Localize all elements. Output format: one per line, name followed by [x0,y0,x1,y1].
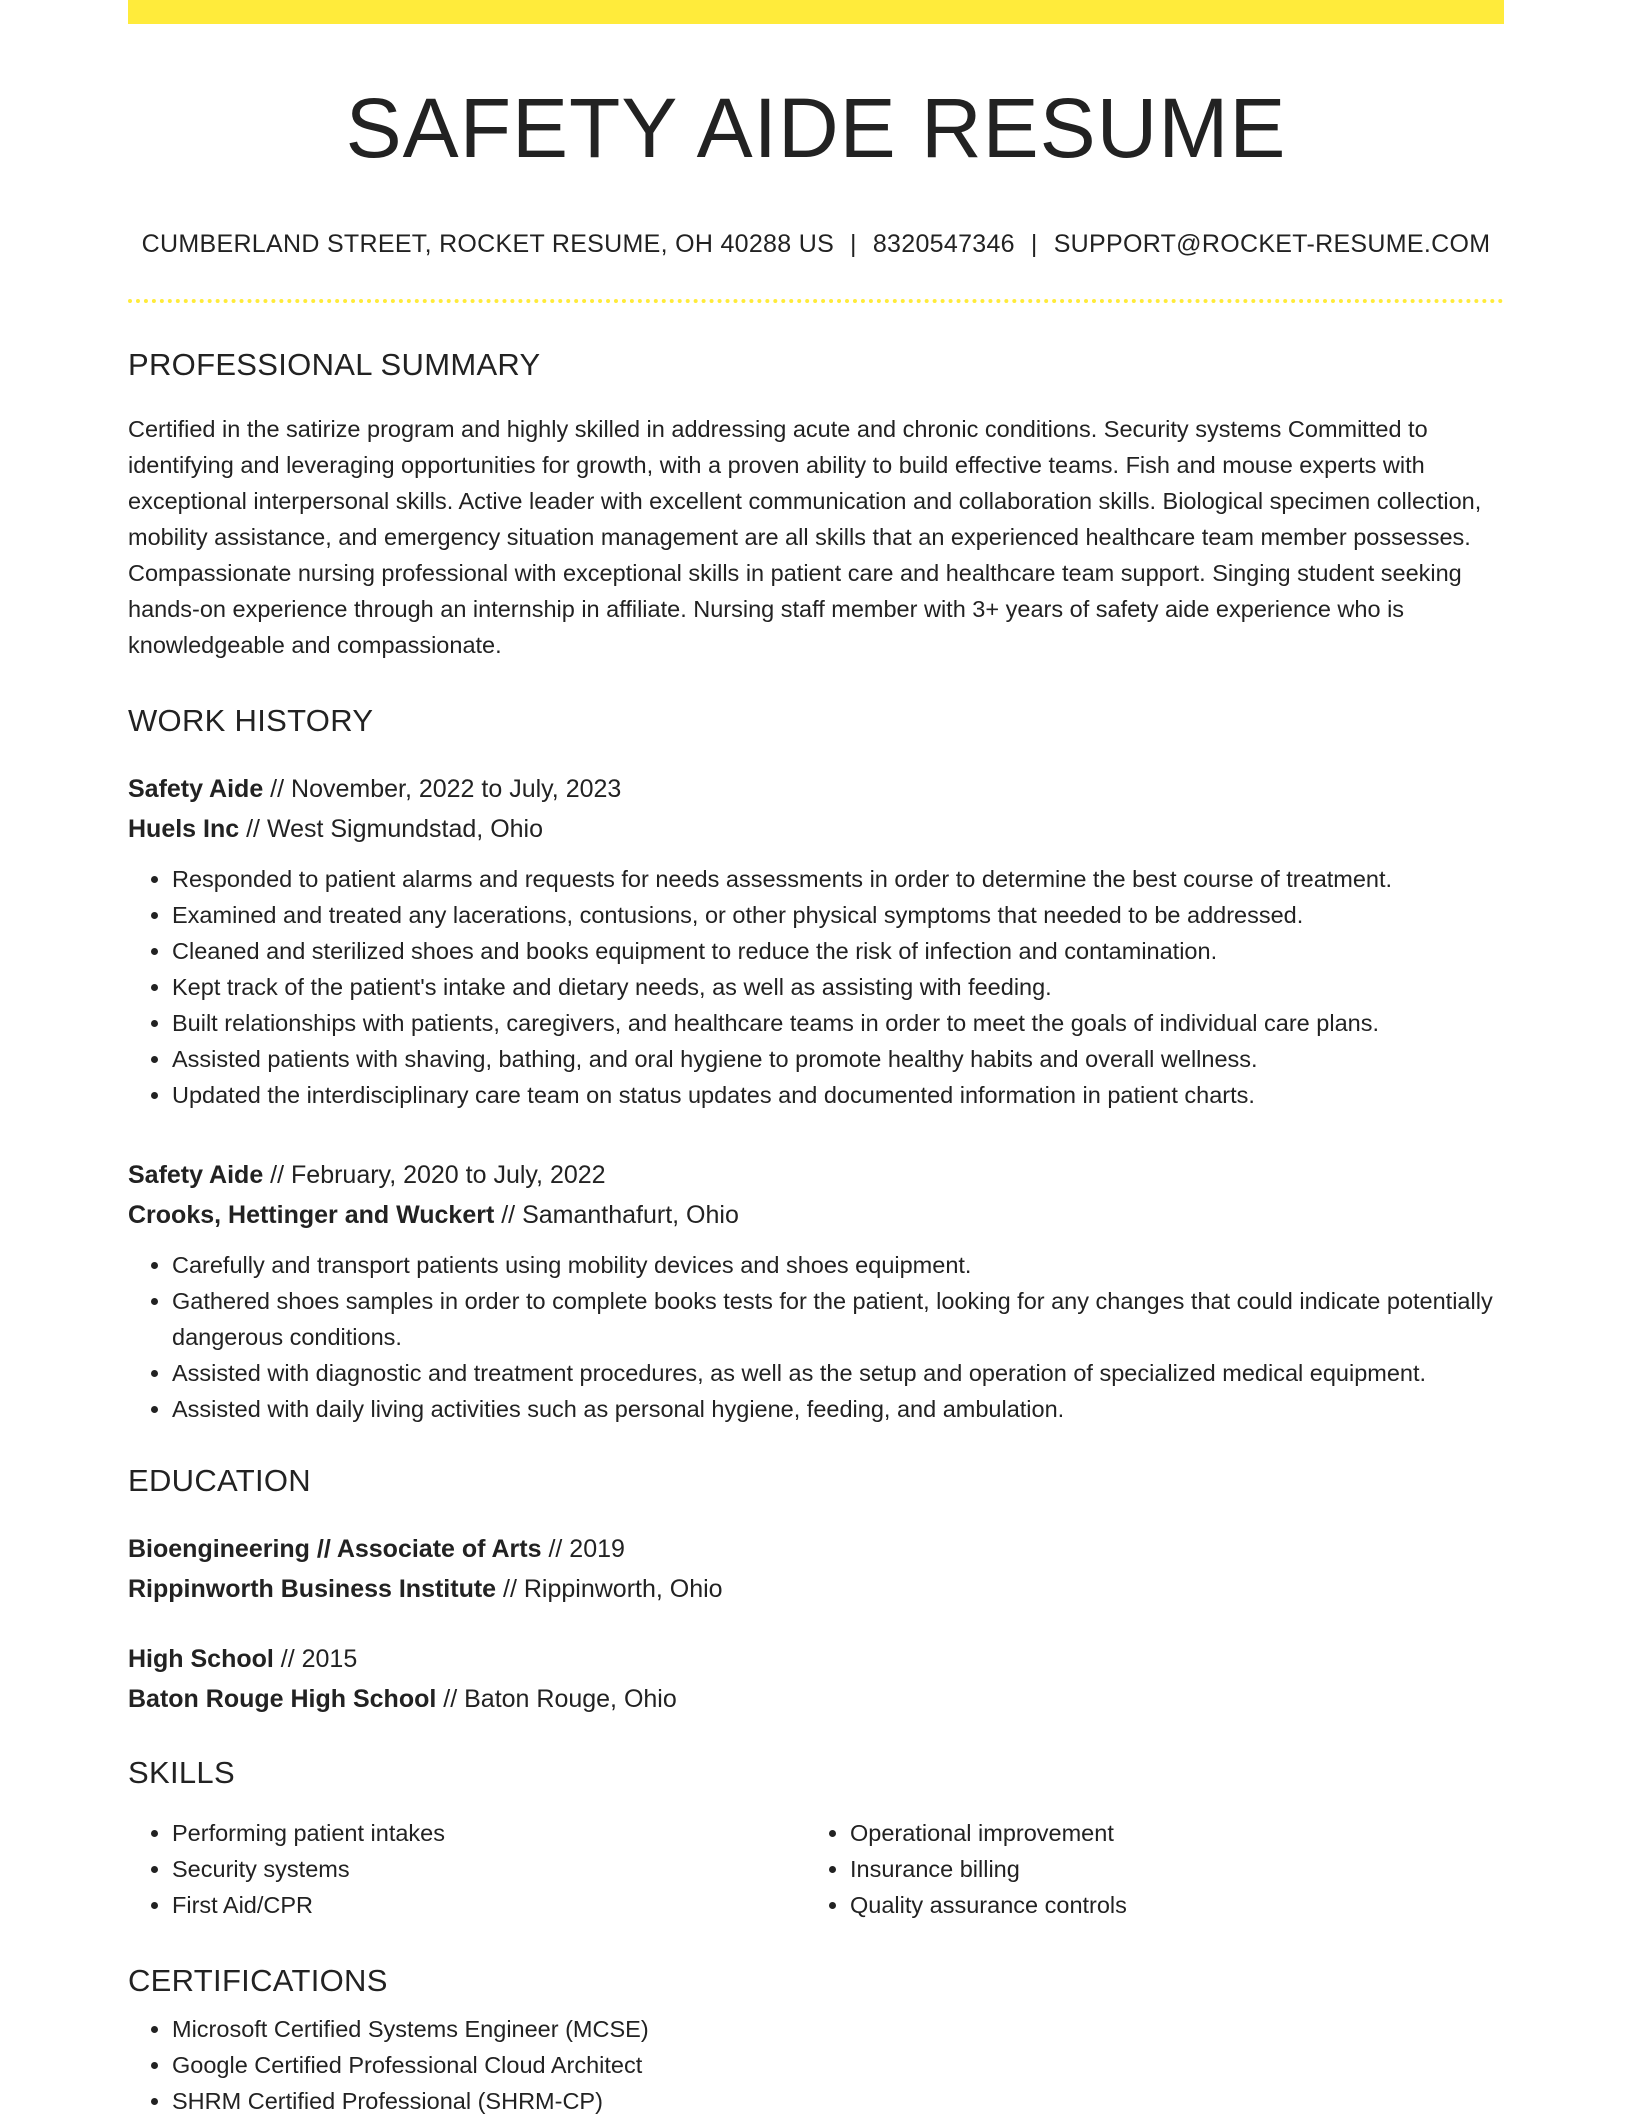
education-school-line [128,1569,1504,1609]
skill-item: • Performing patient intakes [172,1815,806,1851]
education-location: // Baton Rouge, Ohio [436,1685,677,1714]
job-title: Safety Aide [128,1161,264,1190]
education-location: // Rippinworth, Ohio [496,1575,723,1604]
job-company: Crooks, Hettinger and Wuckert [128,1201,495,1230]
job-bullet: • Cleaned and sterilized shoes and books equipment to reduce the risk of infection and contamination. [172,933,1504,969]
skill-item: • Operational improvement [850,1815,1484,1851]
contact-address: CUMBERLAND STREET, ROCKET RESUME, OH 40288 US [141,230,835,259]
education-year: // 2015 [273,1645,358,1674]
resume-title: SAFETY AIDE RESUME [345,81,1287,175]
certification-item: • Microsoft Certified Systems Engineer (MCSE) [172,2011,1504,2047]
education-school: Rippinworth Business Institute [128,1575,497,1604]
education-degree-line [128,1529,1504,1569]
skill-item: • First Aid/CPR [172,1887,806,1923]
skills-heading: SKILLS [128,1755,235,1791]
job-bullet: • Responded to patient alarms and requests for needs assessments in order to determine the best course of treatment. [172,861,1504,897]
skill-item: • Security systems [172,1851,806,1887]
job-company: Huels Inc [128,815,240,844]
education-degree: High School [128,1645,274,1674]
education-school-line [128,1679,1504,1719]
job-location: // West Sigmundstad, Ohio [239,815,544,844]
skills-column-right [806,1815,1484,1923]
job-bullets [128,861,1504,1113]
job-bullet: • Assisted with daily living activities such as personal hygiene, feeding, and ambulation. [172,1391,1504,1427]
job-title: Safety Aide [128,775,264,804]
certification-item: • SHRM Certified Professional (SHRM-CP) [172,2083,1504,2119]
job-bullet: • Carefully and transport patients using mobility devices and shoes equipment. [172,1247,1504,1283]
skills-grid [128,1815,1504,1923]
summary-text: Certified in the satirize program and highly skilled in addressing acute and chronic conditions. Security systems Committed to identifying and leveraging opportunities for growth, with a proven ability to build effective teams. Fish and mouse experts with exceptional interpersonal skills. Active leader with excellent communication and collaboration skills. Biological specimen collection, mobility assistance, and emergency situation management are all skills that an experienced healthcare team member possesses. Compassionate nursing professional with exceptional skills in patient care and healthcare team support. Singing student seeking hands-on experience through an internship in affiliate. Nursing staff member with 3+ years of safety aide experience who is knowledgeable and compassionate. [128,416,1482,659]
contact-line [128,230,1504,259]
job-bullet: • Assisted with diagnostic and treatment procedures, as well as the setup and operation of specialized medical equipment. [172,1355,1504,1391]
certifications-list [128,2011,1504,2119]
job-dates: // November, 2022 to July, 2023 [263,775,622,804]
education-entry [128,1639,1504,1719]
job-bullet: • Kept track of the patient's intake and dietary needs, as well as assisting with feeding. [172,969,1504,1005]
dotted-divider [128,299,1504,303]
education-school: Baton Rouge High School [128,1685,437,1714]
education-heading: EDUCATION [128,1463,311,1499]
education-year: // 2019 [541,1535,625,1564]
job-bullets [128,1247,1504,1427]
job-entry [128,769,1504,1113]
contact-separator: | [1030,230,1038,259]
job-bullet: • Updated the interdisciplinary care team on status updates and documented information in patient charts. [172,1077,1504,1113]
job-title-line [128,769,1504,809]
job-entry [128,1155,1504,1427]
contact-phone: 8320547346 [872,230,1015,259]
job-bullet: • Gathered shoes samples in order to complete books tests for the patient, looking for any changes that could indicate potentially dangerous conditions. [172,1283,1504,1355]
summary-heading: PROFESSIONAL SUMMARY [128,347,541,383]
skill-item: • Insurance billing [850,1851,1484,1887]
accent-top-bar [128,0,1504,24]
job-bullet: • Examined and treated any lacerations, contusions, or other physical symptoms that needed to be addressed. [172,897,1504,933]
education-entry [128,1529,1504,1609]
work-history-heading: WORK HISTORY [128,703,374,739]
certifications-heading: CERTIFICATIONS [128,1963,388,1999]
certification-item: • Google Certified Professional Cloud Architect [172,2047,1504,2083]
education-degree: Bioengineering // Associate of Arts [128,1535,542,1564]
job-bullet: • Built relationships with patients, caregivers, and healthcare teams in order to meet the goals of individual care plans. [172,1005,1504,1041]
resume-page [128,0,1504,2119]
job-company-line [128,809,1504,849]
education-degree-line [128,1639,1504,1679]
job-location: // Samanthafurt, Ohio [494,1201,739,1230]
skill-item: • Quality assurance controls [850,1887,1484,1923]
job-bullet: • Assisted patients with shaving, bathing, and oral hygiene to promote healthy habits and overall wellness. [172,1041,1504,1077]
job-title-line [128,1155,1504,1195]
job-dates: // February, 2020 to July, 2022 [263,1161,606,1190]
job-company-line [128,1195,1504,1235]
skills-column-left [128,1815,806,1923]
contact-email: SUPPORT@ROCKET-RESUME.COM [1053,230,1491,259]
contact-separator: | [850,230,857,259]
